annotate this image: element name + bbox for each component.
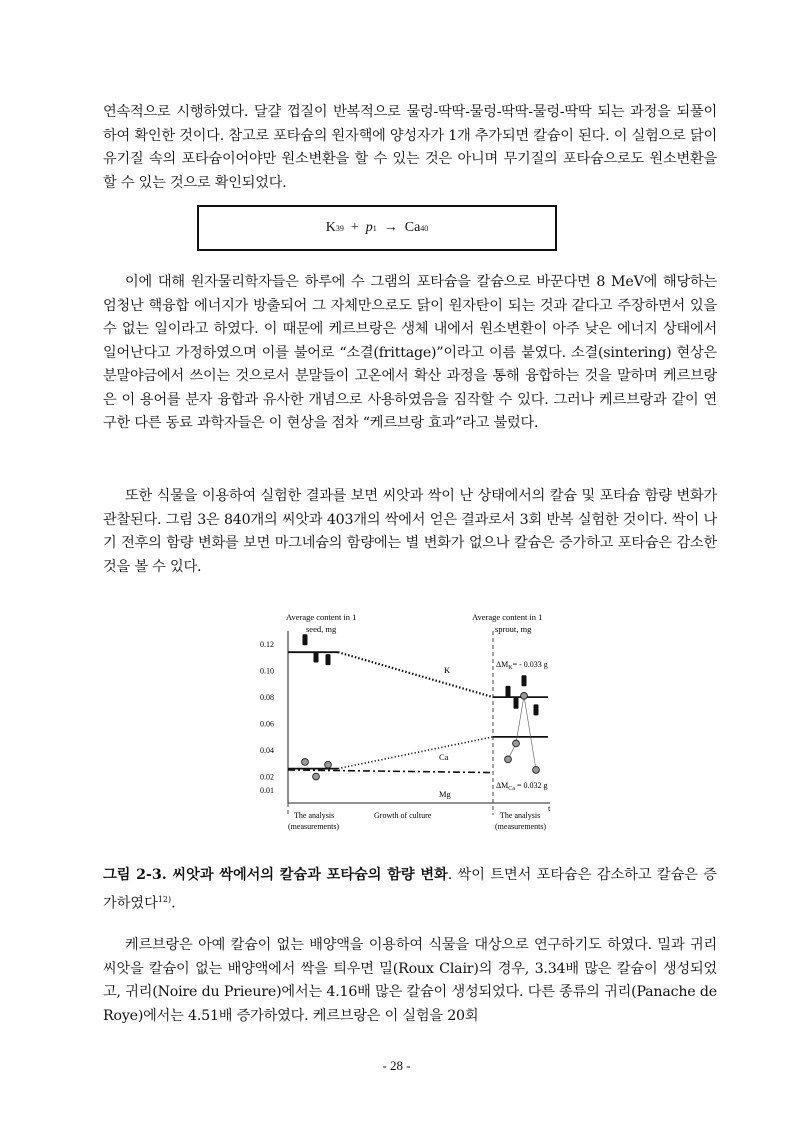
data-point-ca <box>513 740 520 747</box>
x-label-seed-line2: (measurements) <box>288 822 340 831</box>
formula-plus: + <box>350 220 359 235</box>
trend-line-k <box>338 652 493 697</box>
content-change-chart <box>258 605 568 837</box>
data-point-k <box>514 698 519 709</box>
trend-line-mg <box>288 770 493 773</box>
series-label-k: K <box>444 665 451 675</box>
x-label-sprout-line2: (measurements) <box>495 822 547 831</box>
data-point-ca <box>533 767 540 774</box>
paragraph-2: 이에 대해 원자물리학자들은 하루에 수 그램의 포타슘을 칼슘으로 바꾼다면 8 MeV에 해당하는 엄청난 핵융합 에너지가 방출되어 그 자체만으로도 닭이 원자탄이 되는 것과 같다고 주장하면서 있을 수 없는 일이라고 하였다. 이 때문에 케르브랑은 생체 내에서 원소변환이 아주 낮은 에너지 상태에서 일어난다고 가정하였으며 이를 불어로 “소결(frittage)”이라고 이름 붙였다. 소결(sintering) 현상은 분말야금에서 쓰이는 것으로서 분말들이 고온에서 확산 과정을 통해 융합하는 것을 말하며 케르브랑은 이 용어를 분자 융합과 유사한 개념으로 사용하였음을 짐작할 수 있다. 그러나 케르브랑과 같이 연구한 다른 동료 과학자들은 이 현상을 점차 “케르브랑 효과”라고 불렀다. <box>103 274 717 431</box>
formula-p-mass: 1 <box>372 223 377 233</box>
right-title-line2: sprout, mg <box>495 624 532 634</box>
data-point-ca <box>302 759 309 766</box>
y-tick-label: 0.04 <box>260 746 274 756</box>
right-title-line1: Average content in 1 <box>472 612 543 622</box>
x-label-sprout-line1: The analysis <box>500 811 541 820</box>
left-title-line2: seed, mg <box>306 624 337 634</box>
caption-ref: 12) <box>157 894 172 904</box>
data-point-ca <box>521 692 528 699</box>
data-point-ca <box>325 761 332 768</box>
formula-k: K <box>325 220 336 235</box>
caption-text: . 싹이 트면서 포타슘은 감소하고 칼슘은 증가하였다 <box>103 867 717 912</box>
left-title-line1: Average content in 1 <box>286 612 357 622</box>
y-tick-label: 0.06 <box>260 719 274 729</box>
reaction-formula <box>197 205 557 251</box>
formula-ca-mass: 40 <box>420 223 429 233</box>
y-tick-label: 0.01 <box>260 785 274 795</box>
delta-k-annotation: $\Delta M_K= - 0.033$ g <box>496 660 548 671</box>
data-point-k <box>326 654 331 665</box>
y-tick-label: 0.02 <box>260 772 274 782</box>
paragraph-3: 또한 식물을 이용하여 실험한 결과를 보면 씨앗과 싹이 난 상태에서의 칼슘 및 포타슘 함량 변화가 관찰된다. 그림 3은 840개의 씨앗과 403개의 싹에서 얻은 결과로서 3회 반복 실험한 것이다. 싹이 나기 전후의 함량 변화를 보면 마그네슘의 함량에는 별 변화가 없으나 칼슘은 증가하고 포타슘은 감소한 것을 볼 수 있다. <box>103 488 717 575</box>
trend-line-ca <box>338 737 493 769</box>
chart-svg <box>258 605 568 837</box>
data-point-k <box>314 651 319 662</box>
caption-label: 그림 2-3. 씨앗과 싹에서의 칼슘과 포타슘의 함량 변화 <box>103 867 448 883</box>
data-point-k <box>522 675 527 686</box>
data-point-ca <box>313 773 320 780</box>
formula-k-mass: 39 <box>335 223 344 233</box>
series-label-ca: Ca <box>439 752 449 762</box>
x-label-growth: Growth of culture <box>374 811 432 820</box>
paragraph-4: 케르브랑은 아예 칼슘이 없는 배양액을 이용하여 식물을 대상으로 연구하기도 하였다. 밀과 귀리 씨앗을 칼슘이 없는 배양액에서 싹을 틔우면 밀(Roux Clair)의 경우, 3.34배 많은 칼슘이 생성되었고, 귀리(Noire du Prieure)에서는 4.16배 많은 칼슘이 생성되었다. 다른 종류의 귀리(Panache de Roye)에서는 4.51배 증가하였다. 케르브랑은 이 실험을 20회 <box>103 937 717 1024</box>
data-point-k <box>506 686 511 697</box>
y-tick-label: 0.10 <box>260 666 274 676</box>
data-point-ca <box>505 756 512 763</box>
page-number: - 28 - <box>382 1058 411 1073</box>
formula-ca: Ca <box>404 220 421 235</box>
series-label-mg: Mg <box>439 789 451 799</box>
paragraph-1: 연속적으로 시행하였다. 달걀 껍질이 반복적으로 물렁-딱딱-물렁-딱딱-물렁-딱딱 되는 과정을 되풀이하여 확인한 것이다. 참고로 포타슘의 원자핵에 양성자가 1개 추가되면 칼슘이 된다. 이 실험으로 닭이 유기질 속의 포타슘이어야만 원소변환을 할 수 있는 것은 아니며 무기질의 포타슘으로도 원소변환을 할 수 있는 것으로 확인되었다. <box>103 104 717 191</box>
formula-arrow: → <box>383 220 398 235</box>
formula-proton: p <box>365 220 373 235</box>
y-tick-label: 0.08 <box>260 693 274 703</box>
delta-ca-annotation: $\Delta M_{Ca} = 0.032$ g <box>496 781 548 792</box>
data-point-k <box>534 704 539 715</box>
data-point-k <box>303 634 308 645</box>
x-axis-label: t <box>548 803 551 813</box>
caption-end: . <box>171 895 176 912</box>
x-label-seed-line1: The analysis <box>294 811 335 820</box>
y-tick-label: 0.12 <box>260 640 274 650</box>
figure-caption <box>103 864 717 916</box>
